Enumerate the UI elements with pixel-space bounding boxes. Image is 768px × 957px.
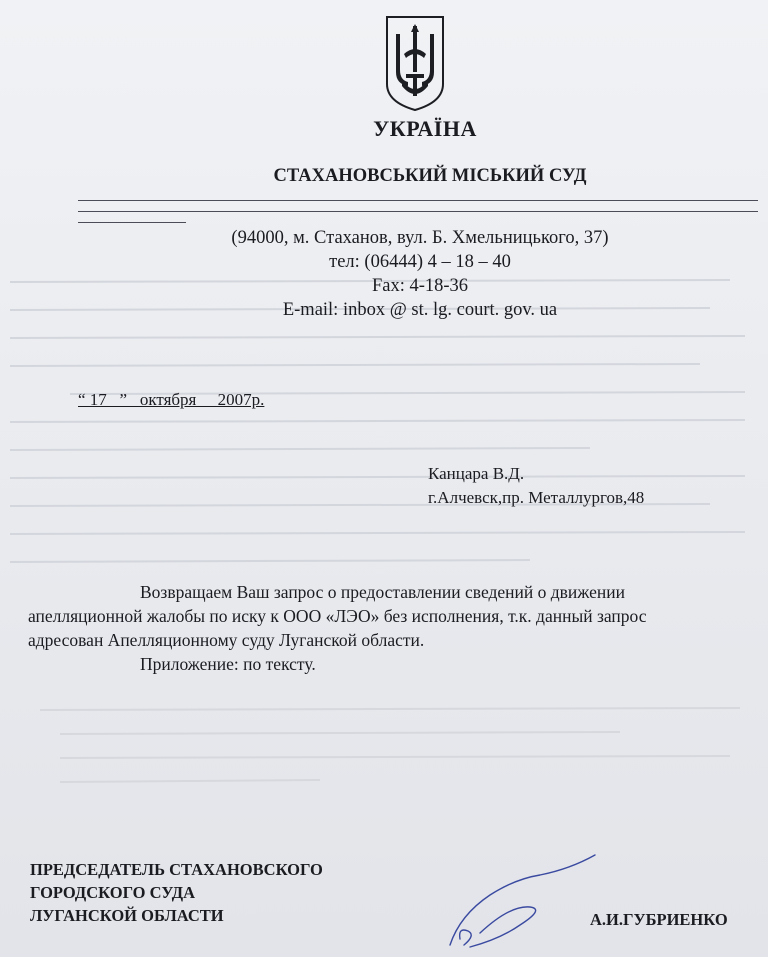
signer-title-line-3: ЛУГАНСКОЙ ОБЛАСТИ bbox=[30, 906, 224, 925]
recipient-address: г.Алчевск,пр. Металлургов,48 bbox=[428, 488, 645, 507]
court-address: (94000, м. Стаханов, вул. Б. Хмельницького, 37) bbox=[231, 228, 609, 248]
signer-name: А.И.ГУБРИЕНКО bbox=[590, 910, 728, 929]
attachment-note: Приложение: по тексту. bbox=[140, 654, 316, 674]
body-line-2: апелляционной жалобы по иску к ООО «ЛЭО» без исполнения, т.к. данный запрос bbox=[28, 606, 647, 626]
coat-of-arms-icon bbox=[384, 14, 446, 112]
court-fax: Fax: 4-18-36 bbox=[371, 276, 469, 296]
court-email: E-mail: inbox @ st. lg. court. gov. ua bbox=[282, 300, 558, 320]
header-rule-top bbox=[78, 200, 758, 201]
court-name: СТАХАНОВСЬКИЙ МІСЬКИЙ СУД bbox=[273, 166, 587, 186]
body-line-3: адресован Апелляционному суду Луганской области. bbox=[28, 630, 425, 650]
country-title: УКРАЇНА bbox=[373, 116, 477, 141]
handwritten-signature bbox=[420, 835, 620, 955]
bleed-through-lines-lower bbox=[20, 690, 750, 800]
signer-title-line-1: ПРЕДСЕДАТЕЛЬ СТАХАНОВСКОГО bbox=[30, 860, 323, 879]
recipient-name: Канцара В.Д. bbox=[428, 464, 525, 483]
bleed-through-texture-lower bbox=[20, 690, 750, 800]
header-rule-middle bbox=[78, 211, 758, 212]
signer-title-line-2: ГОРОДСКОГО СУДА bbox=[30, 883, 196, 902]
letter-body bbox=[28, 580, 764, 676]
signer-title bbox=[30, 858, 323, 927]
body-line-1: Возвращаем Ваш запрос о предоставлении сведений о движении bbox=[140, 582, 626, 602]
court-phone: тел: (06444) 4 – 18 – 40 bbox=[329, 252, 511, 272]
header-rule-short bbox=[78, 222, 186, 223]
document-date: “ 17 ” октября 2007р. bbox=[78, 390, 265, 409]
